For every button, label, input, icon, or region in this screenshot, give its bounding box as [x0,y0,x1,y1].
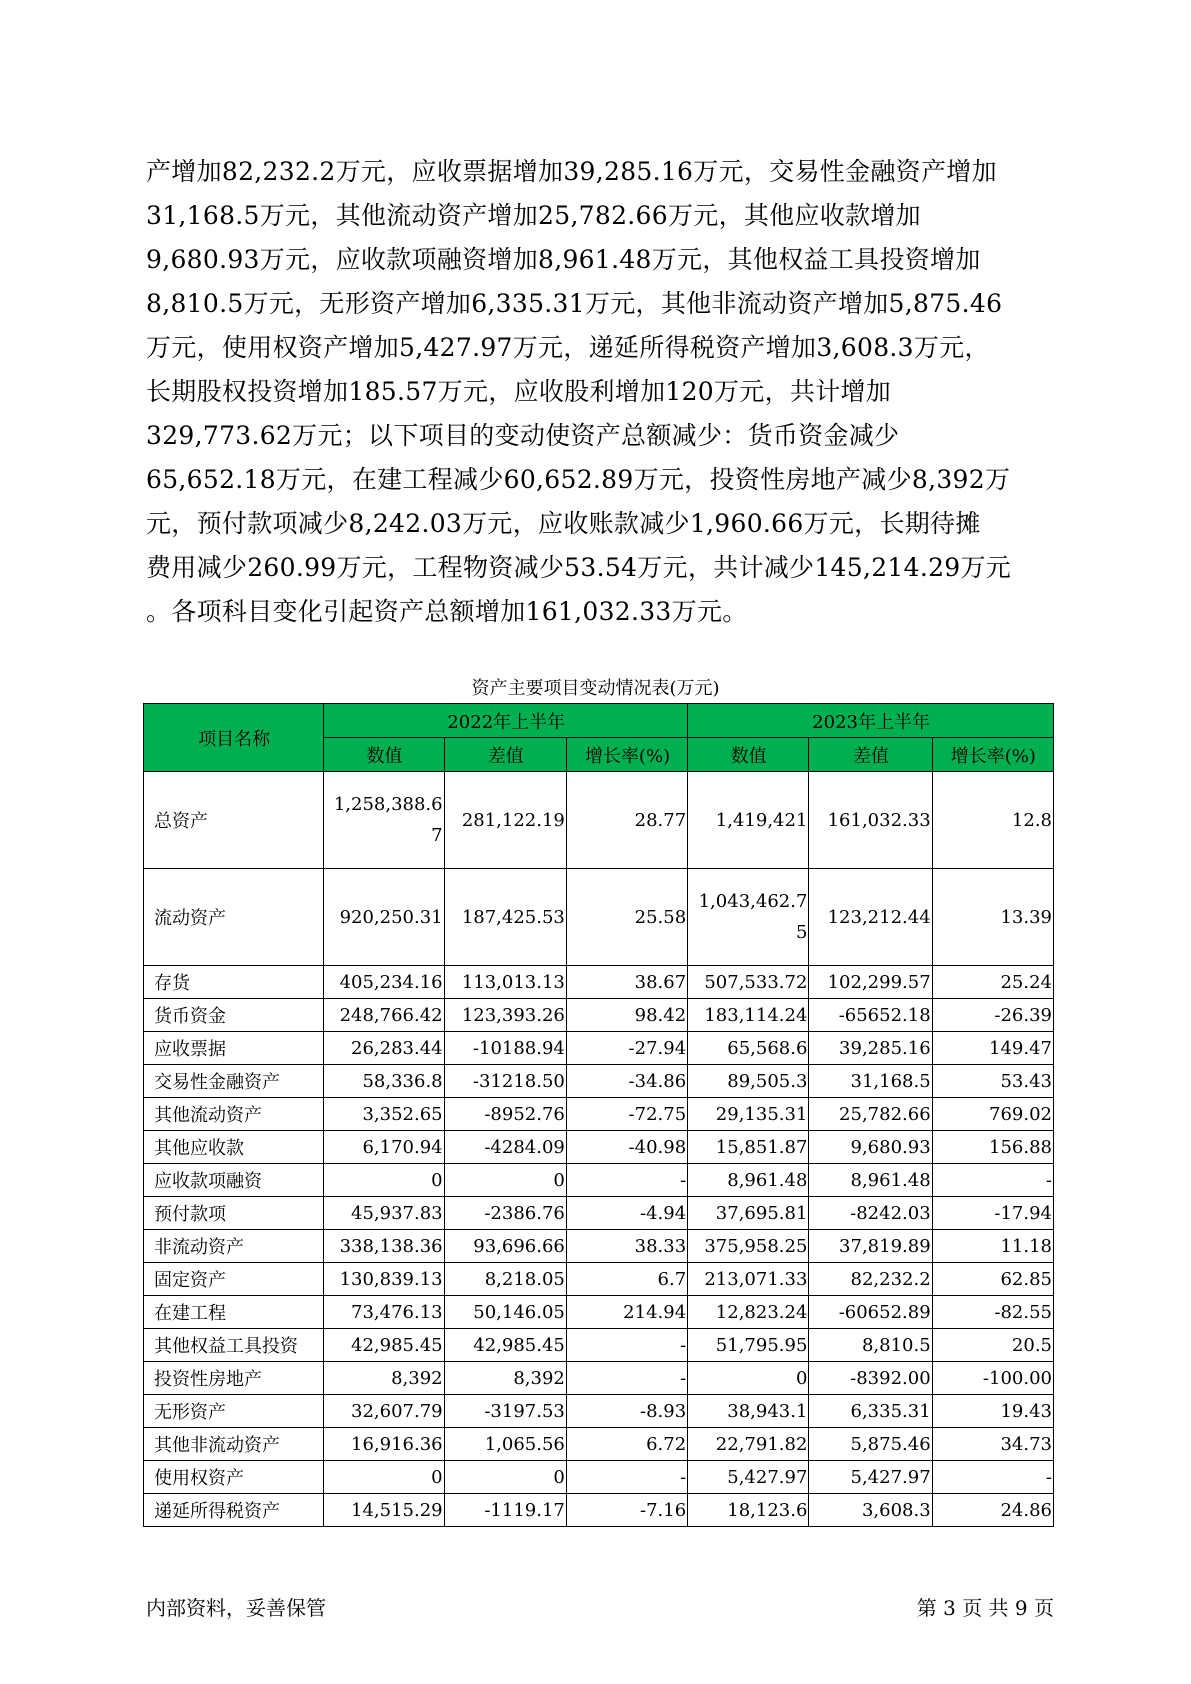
cell-growth-2023: 24.86 [932,1494,1053,1527]
cell-value-2023: 22,791.82 [688,1428,809,1461]
table-row [144,1131,1054,1164]
table-row [144,1263,1054,1296]
body-paragraph [146,150,1050,634]
table-row [144,1428,1054,1461]
cell-value-2023: 51,795.95 [688,1329,809,1362]
cell-value-2023: 38,943.1 [688,1395,809,1428]
cell-value-2023: 18,123.6 [688,1494,809,1527]
cell-diff-2022: -10188.94 [444,1032,566,1065]
header-diff-2023: 差值 [809,738,932,772]
paragraph-line: 9,680.93万元，应收款项融资增加8,961.48万元，其他权益工具投资增加 [146,245,981,274]
cell-value-2022: 42,985.45 [324,1329,444,1362]
cell-growth-2023: - [932,1461,1053,1494]
table-row [144,869,1054,966]
row-name: 其他非流动资产 [144,1428,324,1461]
cell-growth-2022: 214.94 [566,1296,687,1329]
cell-diff-2023: 39,285.16 [809,1032,932,1065]
cell-diff-2022: -31218.50 [444,1065,566,1098]
cell-value-2022: 130,839.13 [324,1263,444,1296]
row-name: 使用权资产 [144,1461,324,1494]
paragraph-line: 元，预付款项减少8,242.03万元，应收账款减少1,960.66万元，长期待摊 [146,509,981,538]
cell-value-2022: 26,283.44 [324,1032,444,1065]
row-name: 递延所得税资产 [144,1494,324,1527]
table-row [144,1032,1054,1065]
cell-diff-2023: 8,810.5 [809,1329,932,1362]
cell-value-2023: 37,695.81 [688,1197,809,1230]
cell-value-2023: 5,427.97 [688,1461,809,1494]
table-row [144,1362,1054,1395]
cell-value-2023: 1,419,421 [688,772,809,869]
paragraph-line: 产增加82,232.2万元，应收票据增加39,285.16万元，交易性金融资产增加 [146,157,997,186]
cell-growth-2023: -17.94 [932,1197,1053,1230]
asset-change-table [143,703,1054,1527]
header-item-name: 项目名称 [144,704,324,772]
cell-value-2022: 338,138.36 [324,1230,444,1263]
cell-growth-2022: 6.7 [566,1263,687,1296]
table-row [144,1197,1054,1230]
header-growth-2022: 增长率(%) [566,738,687,772]
cell-diff-2022: 123,393.26 [444,999,566,1032]
cell-value-2023: 1,043,462.75 [688,869,809,966]
cell-value-2023: 89,505.3 [688,1065,809,1098]
cell-diff-2023: 123,212.44 [809,869,932,966]
row-name: 应收款项融资 [144,1164,324,1197]
cell-diff-2023: 161,032.33 [809,772,932,869]
cell-growth-2023: 156.88 [932,1131,1053,1164]
paragraph-line: 31,168.5万元，其他流动资产增加25,782.66万元，其他应收款增加 [146,201,921,230]
cell-diff-2022: 8,218.05 [444,1263,566,1296]
cell-value-2022: 248,766.42 [324,999,444,1032]
cell-growth-2022: -34.86 [566,1065,687,1098]
cell-value-2023: 29,135.31 [688,1098,809,1131]
table-row [144,999,1054,1032]
table-row [144,1098,1054,1131]
cell-growth-2022: 25.58 [566,869,687,966]
cell-growth-2022: 38.33 [566,1230,687,1263]
row-name: 其他应收款 [144,1131,324,1164]
cell-value-2023: 65,568.6 [688,1032,809,1065]
table-row [144,1296,1054,1329]
cell-diff-2022: 113,013.13 [444,966,566,999]
paragraph-line: 长期股权投资增加185.57万元，应收股利增加120万元，共计增加 [146,377,892,406]
cell-value-2022: 58,336.8 [324,1065,444,1098]
table-row [144,1065,1054,1098]
row-name: 预付款项 [144,1197,324,1230]
cell-growth-2022: -72.75 [566,1098,687,1131]
cell-value-2022: 920,250.31 [324,869,444,966]
paragraph-line: 329,773.62万元；以下项目的变动使资产总额减少：货币资金减少 [146,421,900,450]
cell-diff-2023: -60652.89 [809,1296,932,1329]
cell-growth-2022: -8.93 [566,1395,687,1428]
cell-diff-2022: -8952.76 [444,1098,566,1131]
cell-value-2022: 6,170.94 [324,1131,444,1164]
cell-growth-2023: 13.39 [932,869,1053,966]
cell-growth-2023: 34.73 [932,1428,1053,1461]
table-row [144,1329,1054,1362]
cell-growth-2022: 38.67 [566,966,687,999]
cell-value-2022: 16,916.36 [324,1428,444,1461]
cell-diff-2023: 102,299.57 [809,966,932,999]
cell-growth-2022: -27.94 [566,1032,687,1065]
cell-diff-2023: 5,875.46 [809,1428,932,1461]
cell-diff-2022: 281,122.19 [444,772,566,869]
cell-growth-2023: 149.47 [932,1032,1053,1065]
cell-diff-2023: -65652.18 [809,999,932,1032]
cell-growth-2023: 25.24 [932,966,1053,999]
row-name: 无形资产 [144,1395,324,1428]
cell-value-2022: 73,476.13 [324,1296,444,1329]
cell-value-2022: 32,607.79 [324,1395,444,1428]
row-name: 存货 [144,966,324,999]
cell-diff-2023: 6,335.31 [809,1395,932,1428]
cell-value-2023: 213,071.33 [688,1263,809,1296]
cell-diff-2022: 0 [444,1461,566,1494]
table-row [144,772,1054,869]
cell-diff-2023: -8392.00 [809,1362,932,1395]
cell-diff-2023: 8,961.48 [809,1164,932,1197]
cell-diff-2022: 8,392 [444,1362,566,1395]
header-period-2022: 2022年上半年 [324,704,688,738]
cell-diff-2022: 0 [444,1164,566,1197]
row-name: 应收票据 [144,1032,324,1065]
footer-page-number: 第 3 页 共 9 页 [916,1596,1054,1620]
cell-value-2022: 8,392 [324,1362,444,1395]
cell-growth-2022: -4.94 [566,1197,687,1230]
cell-diff-2023: 3,608.3 [809,1494,932,1527]
paragraph-line: 万元，使用权资产增加5,427.97万元，递延所得税资产增加3,608.3万元， [146,333,990,362]
cell-diff-2022: 93,696.66 [444,1230,566,1263]
row-name: 非流动资产 [144,1230,324,1263]
cell-value-2023: 0 [688,1362,809,1395]
cell-growth-2022: 28.77 [566,772,687,869]
cell-growth-2022: 6.72 [566,1428,687,1461]
cell-growth-2022: - [566,1329,687,1362]
cell-growth-2022: -7.16 [566,1494,687,1527]
cell-diff-2023: 25,782.66 [809,1098,932,1131]
cell-value-2022: 14,515.29 [324,1494,444,1527]
table-caption: 资产主要项目变动情况表(万元) [471,678,720,699]
cell-growth-2023: 11.18 [932,1230,1053,1263]
cell-diff-2022: -4284.09 [444,1131,566,1164]
cell-diff-2022: 50,146.05 [444,1296,566,1329]
table-row [144,966,1054,999]
paragraph-line: 。各项科目变化引起资产总额增加161,032.33万元。 [146,597,748,626]
cell-growth-2022: - [566,1362,687,1395]
cell-value-2022: 45,937.83 [324,1197,444,1230]
paragraph-line: 费用减少260.99万元，工程物资减少53.54万元，共计减少145,214.29万元 [146,553,1012,582]
row-name: 货币资金 [144,999,324,1032]
cell-value-2023: 375,958.25 [688,1230,809,1263]
cell-growth-2023: -100.00 [932,1362,1053,1395]
header-period-2023: 2023年上半年 [688,704,1054,738]
cell-diff-2022: -1119.17 [444,1494,566,1527]
table-row [144,1395,1054,1428]
cell-value-2023: 507,533.72 [688,966,809,999]
cell-value-2022: 0 [324,1164,444,1197]
cell-growth-2022: -40.98 [566,1131,687,1164]
cell-diff-2023: 37,819.89 [809,1230,932,1263]
cell-value-2023: 183,114.24 [688,999,809,1032]
cell-growth-2022: 98.42 [566,999,687,1032]
cell-growth-2023: 12.8 [932,772,1053,869]
cell-growth-2023: 769.02 [932,1098,1053,1131]
cell-diff-2023: 5,427.97 [809,1461,932,1494]
header-value-2022: 数值 [324,738,444,772]
cell-diff-2023: 31,168.5 [809,1065,932,1098]
table-row [144,1461,1054,1494]
paragraph-line: 65,652.18万元，在建工程减少60,652.89万元，投资性房地产减少8,392万 [146,465,1011,494]
row-name: 交易性金融资产 [144,1065,324,1098]
cell-growth-2023: - [932,1164,1053,1197]
cell-value-2022: 1,258,388.67 [324,772,444,869]
cell-growth-2023: 19.43 [932,1395,1053,1428]
footer-confidential-note: 内部资料，妥善保管 [146,1596,326,1620]
row-name: 在建工程 [144,1296,324,1329]
cell-growth-2023: -82.55 [932,1296,1053,1329]
cell-growth-2023: 53.43 [932,1065,1053,1098]
cell-diff-2022: -3197.53 [444,1395,566,1428]
cell-growth-2023: -26.39 [932,999,1053,1032]
row-name: 总资产 [144,772,324,869]
cell-diff-2022: 42,985.45 [444,1329,566,1362]
row-name: 投资性房地产 [144,1362,324,1395]
cell-growth-2022: - [566,1164,687,1197]
cell-diff-2023: 9,680.93 [809,1131,932,1164]
row-name: 其他流动资产 [144,1098,324,1131]
cell-growth-2023: 20.5 [932,1329,1053,1362]
cell-value-2023: 8,961.48 [688,1164,809,1197]
cell-value-2023: 15,851.87 [688,1131,809,1164]
table-row [144,1164,1054,1197]
cell-value-2022: 405,234.16 [324,966,444,999]
cell-value-2023: 12,823.24 [688,1296,809,1329]
row-name: 流动资产 [144,869,324,966]
cell-growth-2023: 62.85 [932,1263,1053,1296]
cell-diff-2022: 1,065.56 [444,1428,566,1461]
paragraph-line: 8,810.5万元，无形资产增加6,335.31万元，其他非流动资产增加5,875.46 [146,289,1003,318]
table-row [144,1494,1054,1527]
cell-value-2022: 3,352.65 [324,1098,444,1131]
header-growth-2023: 增长率(%) [932,738,1053,772]
cell-value-2022: 0 [324,1461,444,1494]
cell-diff-2022: -2386.76 [444,1197,566,1230]
cell-diff-2023: 82,232.2 [809,1263,932,1296]
row-name: 其他权益工具投资 [144,1329,324,1362]
header-value-2023: 数值 [688,738,809,772]
cell-growth-2022: - [566,1461,687,1494]
table-row [144,1230,1054,1263]
cell-diff-2022: 187,425.53 [444,869,566,966]
row-name: 固定资产 [144,1263,324,1296]
cell-diff-2023: -8242.03 [809,1197,932,1230]
header-diff-2022: 差值 [444,738,566,772]
